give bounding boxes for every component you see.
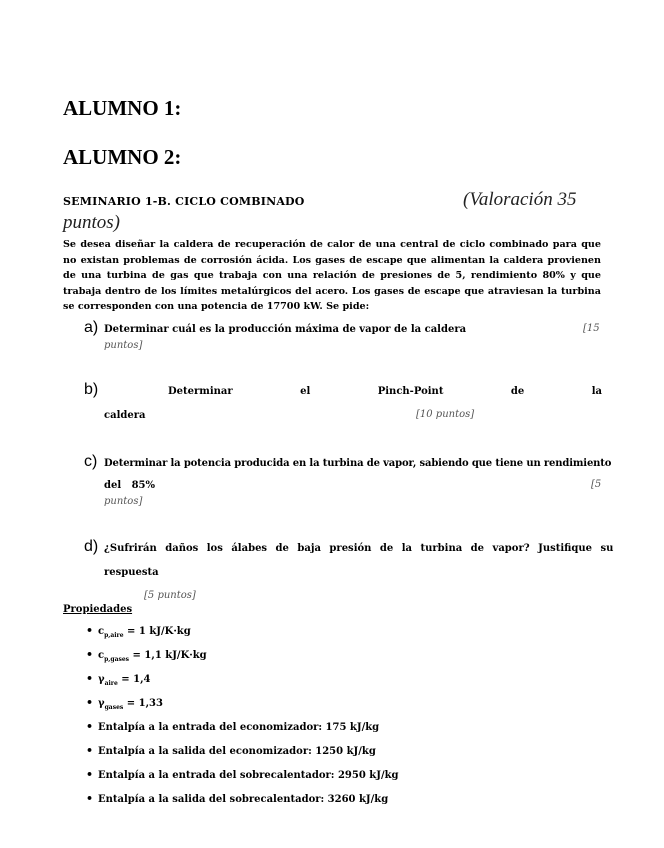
- question-a-text: Determinar cuál es la producción máxima de vapor de la caldera: [104, 324, 467, 335]
- valoracion-part1: (Valoración 35: [463, 189, 577, 210]
- question-d-line2: respuesta: [104, 567, 159, 578]
- question-c-line1: Determinar la potencia producida en la turbina de vapor, sabiendo que tiene un rendimiento: [104, 458, 612, 469]
- property-item: • Entalpía a la entrada del economizador: 175 kJ/kg: [86, 720, 380, 733]
- question-b-word: Determinar: [168, 386, 233, 397]
- property-symbol: c: [98, 650, 105, 661]
- question-a-points: [15: [583, 323, 600, 334]
- property-item: • $\gamma_{aire} = 1,4$: [86, 672, 151, 687]
- property-subscript: p,aire: [104, 632, 124, 639]
- property-value: = 1 kJ/K·kg: [123, 626, 191, 637]
- property-subscript: gases: [104, 704, 124, 711]
- question-b-letter: b): [84, 381, 99, 398]
- question-b-word: de: [510, 386, 525, 397]
- property-subscript: aire: [104, 680, 118, 687]
- property-value: = 1,4: [117, 674, 151, 685]
- property-item: • Entalpía a la salida del economizador: 1250 kJ/kg: [86, 744, 376, 757]
- property-value: = 1,1 kJ/K·kg: [129, 650, 207, 661]
- property-symbol: γ: [98, 698, 105, 709]
- question-c-letter: c): [84, 453, 98, 470]
- question-b-points: [10 puntos]: [416, 409, 475, 420]
- intro-paragraph: Se desea diseñar la caldera de recuperación de calor de una central de ciclo combinado para que no existan problemas de corrosión ácida. Los gases de escape que alimentan la caldera provienen de una turbina de gas que trabaja con una relación de presiones de 5, rendimiento 80% y que trabaja dentro de los límites metalúrgicos del acero. Los gases de escape que atraviesan la turbina se corresponden con una potencia de 17700 kW. Se pide:: [63, 239, 601, 312]
- question-b-line1: [104, 385, 602, 399]
- property-subscript: p,gases: [104, 656, 130, 663]
- question-c-line2: del 85%: [104, 480, 156, 491]
- question-d-letter: d): [84, 538, 99, 555]
- seminar-title: SEMINARIO 1-B. CICLO COMBINADO: [63, 195, 305, 208]
- valoracion-part2: puntos): [63, 212, 120, 233]
- question-c-points: [5: [591, 479, 602, 490]
- property-text: Entalpía a la entrada del economizador: 175 kJ/kg: [98, 722, 380, 733]
- property-item: • Entalpía a la salida del sobrecalentador: 3260 kJ/kg: [86, 792, 389, 805]
- property-value: = 1,33: [123, 698, 163, 709]
- property-item: • $c_{p,gases} = 1,1$ kJ/K·kg: [86, 648, 207, 663]
- property-item: • Entalpía a la entrada del sobrecalentador: 2950 kJ/kg: [86, 768, 399, 781]
- property-item: • $\gamma_{gases} = 1,33$: [86, 696, 163, 711]
- property-text: Entalpía a la entrada del sobrecalentador: 2950 kJ/kg: [98, 770, 399, 781]
- property-text: Entalpía a la salida del sobrecalentador: 3260 kJ/kg: [98, 794, 389, 805]
- property-item: • $c_{p,aire} = 1$ kJ/K·kg: [86, 624, 191, 639]
- question-d-line1: ¿Sufrirán daños los álabes de baja presión de la turbina de vapor? Justifique su: [104, 543, 614, 554]
- question-b-word: el: [300, 386, 311, 397]
- question-b-line2: caldera: [104, 410, 146, 421]
- question-a-letter: a): [84, 319, 99, 336]
- question-a-points-cont: puntos]: [104, 340, 143, 351]
- question-b-word: la: [591, 386, 602, 397]
- property-text: Entalpía a la salida del economizador: 1250 kJ/kg: [98, 746, 376, 757]
- question-b-word: Pinch-Point: [377, 386, 444, 397]
- property-symbol: γ: [98, 674, 105, 685]
- question-d-points: [5 puntos]: [144, 590, 196, 601]
- student-1-label: ALUMNO 1:: [63, 96, 182, 120]
- question-c-points-cont: puntos]: [104, 496, 143, 507]
- property-symbol: c: [98, 626, 105, 637]
- student-2-label: ALUMNO 2:: [63, 145, 182, 169]
- properties-title: Propiedades: [63, 604, 133, 615]
